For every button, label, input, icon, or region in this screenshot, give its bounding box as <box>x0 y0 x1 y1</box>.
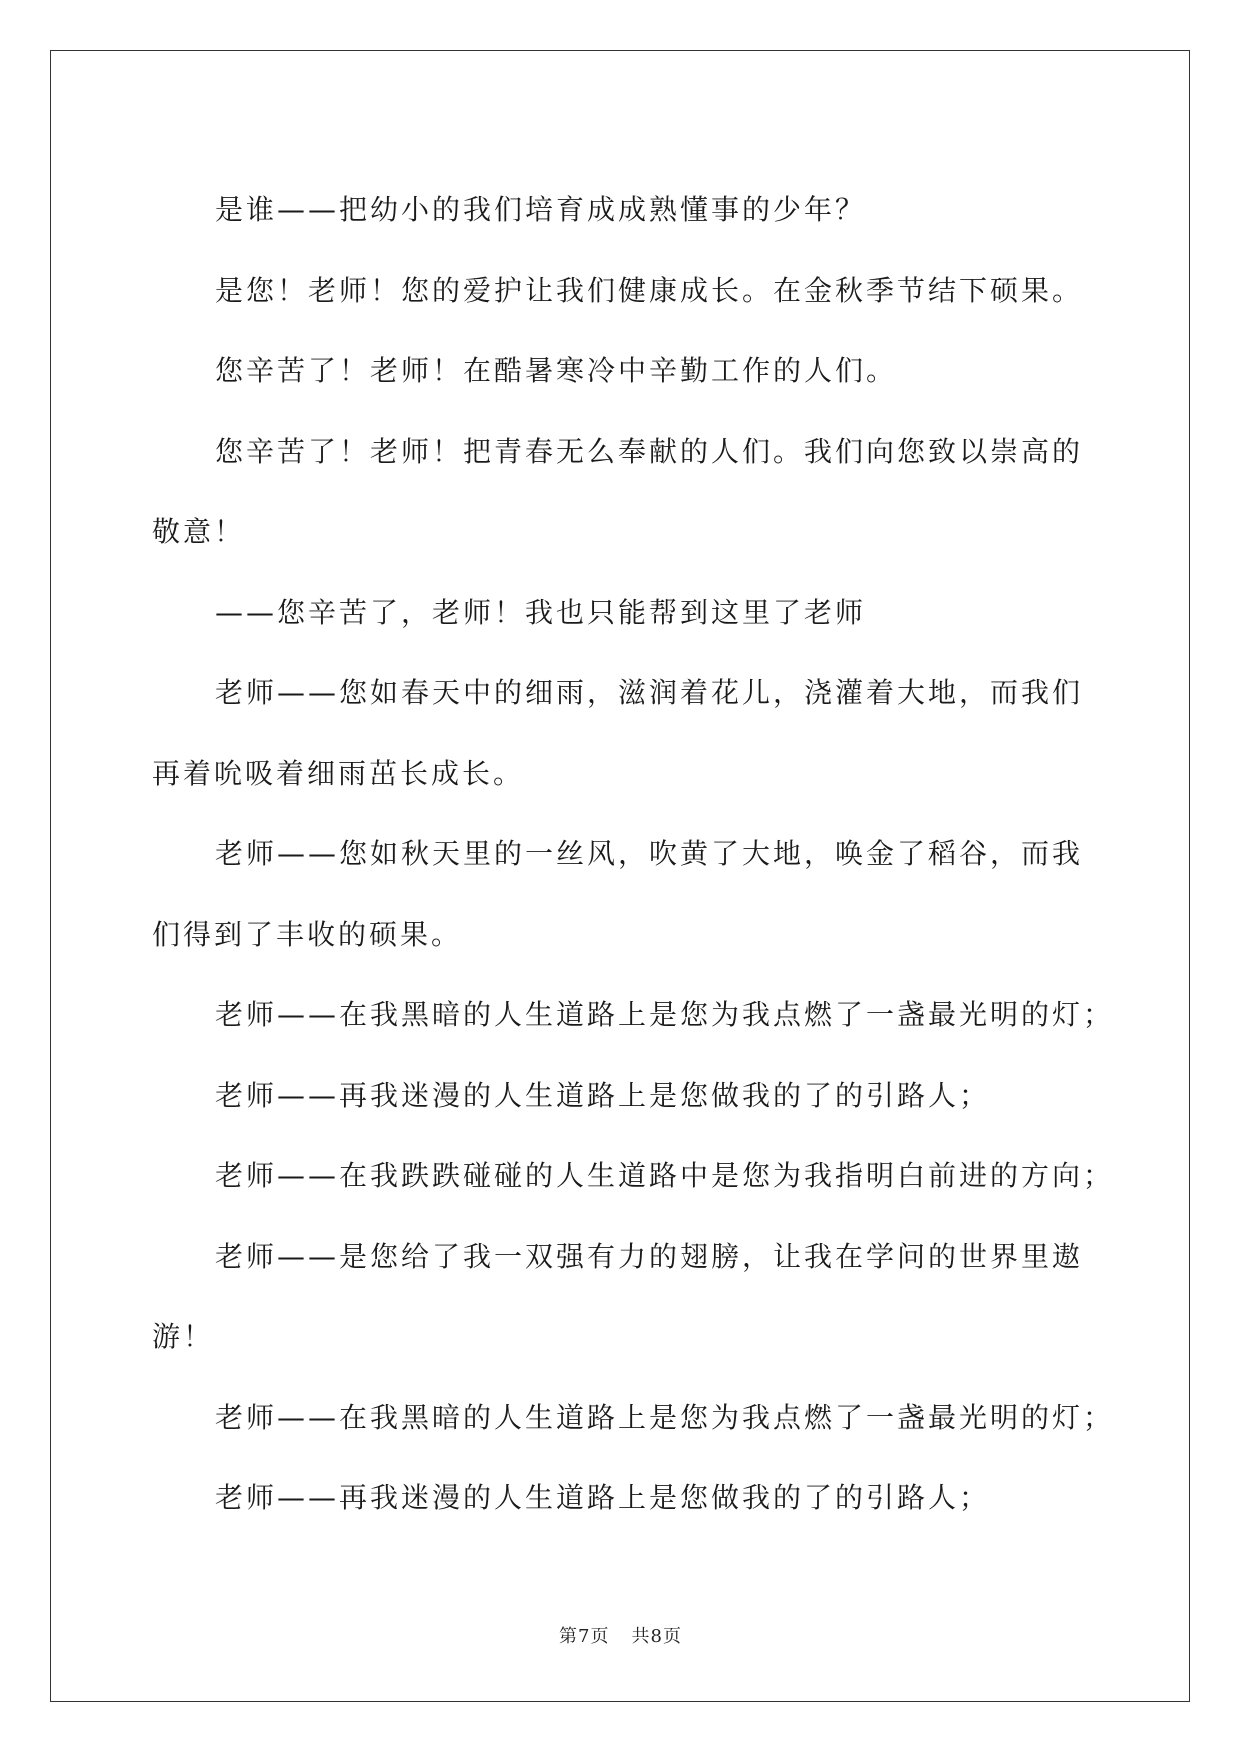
paragraph-line: 游！ <box>152 1320 215 1353</box>
paragraph-line: 敬意！ <box>152 515 246 548</box>
page-number: 第7页 <box>559 1626 610 1647</box>
document-body <box>152 170 1115 1539</box>
paragraph-line: 老师——在我跌跌碰碰的人生道路中是您为我指明白前进的方向； <box>215 1159 1115 1192</box>
paragraph-line: 老师——您如春天中的细雨，滋润着花儿，浇灌着大地，而我们 <box>215 676 1084 709</box>
paragraph-line: 是您！老师！您的爱护让我们健康成长。在金秋季节结下硕果。 <box>215 273 1084 307</box>
paragraph-line: 您辛苦了！老师！在酷暑寒冷中辛勤工作的人们。 <box>215 354 898 387</box>
page-footer <box>0 1622 1241 1648</box>
paragraph-line: 老师——是您给了我一双强有力的翅膀，让我在学问的世界里遨 <box>215 1239 1084 1273</box>
paragraph-line: 老师——再我迷漫的人生道路上是您做我的了的引路人； <box>215 1078 991 1112</box>
paragraph-line: 老师——您如秋天里的一丝风，吹黄了大地，唤金了稻谷，而我 <box>215 837 1084 870</box>
paragraph-line: 老师——在我黑暗的人生道路上是您为我点燃了一盏最光明的灯； <box>215 1400 1115 1434</box>
paragraph-line: 您辛苦了！老师！把青春无么奉献的人们。我们向您致以崇高的 <box>215 434 1084 468</box>
paragraph-line: 是谁——把幼小的我们培育成成熟懂事的少年？ <box>215 193 867 226</box>
paragraph-line: 们得到了丰收的硕果。 <box>152 917 463 951</box>
paragraph-line: ——您辛苦了，老师！我也只能帮到这里了老师 <box>215 595 867 629</box>
paragraph-line: 老师——在我黑暗的人生道路上是您为我点燃了一盏最光明的灯； <box>215 998 1115 1031</box>
paragraph-line: 再着吮吸着细雨茁长成长。 <box>152 756 525 790</box>
paragraph-line: 老师——再我迷漫的人生道路上是您做我的了的引路人； <box>215 1481 991 1514</box>
page-total: 共8页 <box>631 1626 682 1647</box>
